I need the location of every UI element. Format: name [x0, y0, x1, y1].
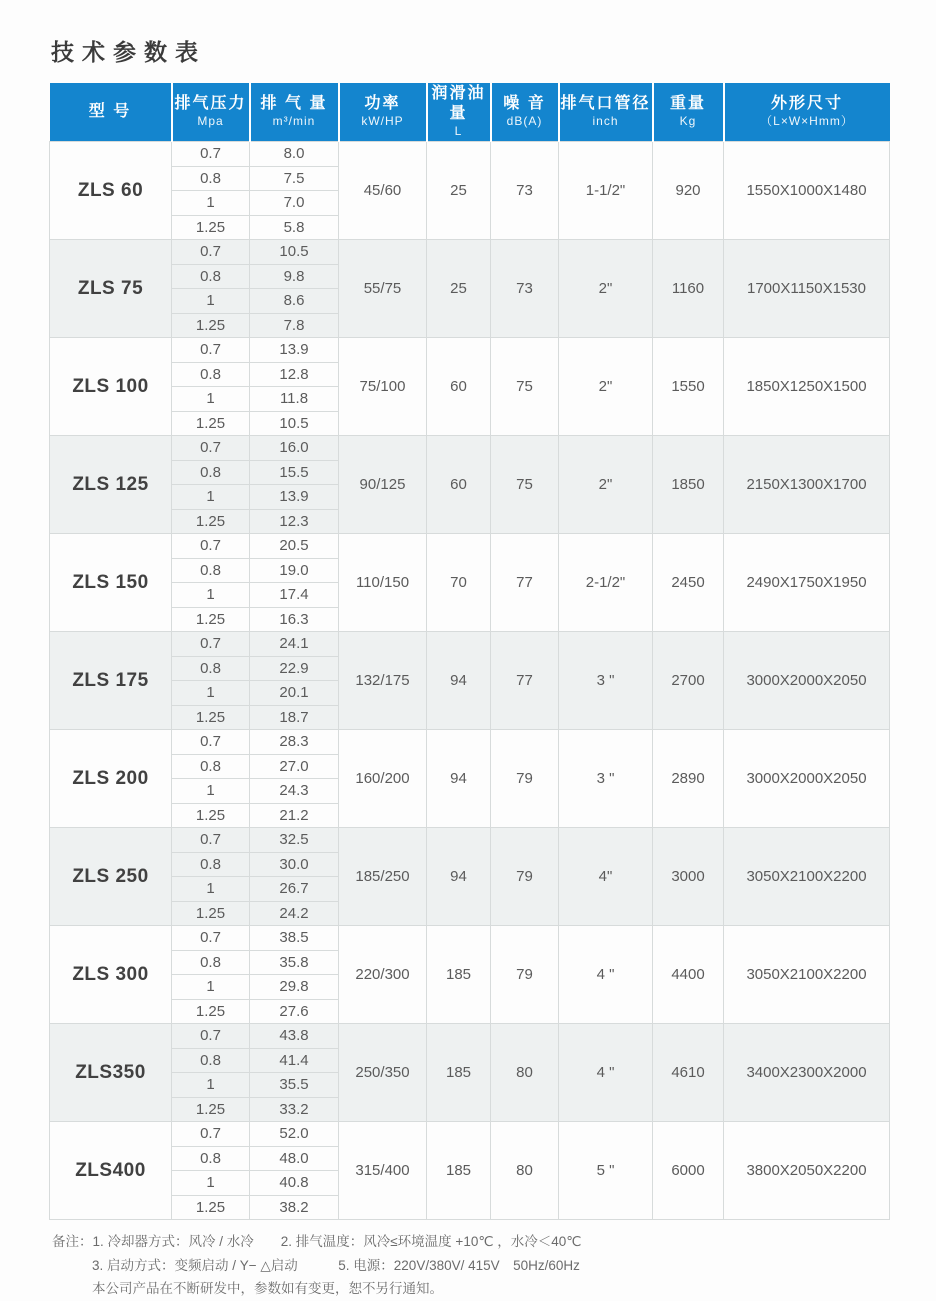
header-weight — [653, 83, 724, 142]
header-volume — [250, 83, 339, 142]
table-body — [50, 142, 890, 1220]
table-row — [50, 632, 890, 657]
header-noise-unit: dB(A) — [506, 114, 543, 129]
pipe-cell: 2" — [559, 240, 653, 338]
header-volume-label: 排 气 量 — [260, 95, 328, 113]
volume-cell: 38.2 — [250, 1195, 339, 1220]
pressure-cell: 0.7 — [172, 926, 250, 951]
weight-cell: 3000 — [653, 828, 724, 926]
weight-cell: 2700 — [653, 632, 724, 730]
header-oil — [427, 83, 491, 142]
noise-cell: 80 — [491, 1024, 559, 1122]
volume-cell: 8.0 — [250, 142, 339, 167]
pressure-cell: 0.8 — [172, 166, 250, 191]
pressure-cell: 1 — [172, 191, 250, 216]
power-cell: 55/75 — [339, 240, 427, 338]
header-pressure-label: 排气压力 — [174, 95, 247, 113]
pressure-cell: 0.8 — [172, 656, 250, 681]
table-row — [50, 240, 890, 265]
table-row — [50, 1122, 890, 1147]
header-oil-label: 润滑油量 — [431, 85, 486, 123]
volume-cell: 12.3 — [250, 509, 339, 534]
oil-cell: 94 — [427, 828, 491, 926]
model-cell: ZLS 100 — [50, 338, 172, 436]
oil-cell: 70 — [427, 534, 491, 632]
pressure-cell: 1.25 — [172, 999, 250, 1024]
pressure-cell: 1 — [172, 681, 250, 706]
power-cell: 45/60 — [339, 142, 427, 240]
pressure-cell: 0.7 — [172, 534, 250, 559]
header-dims-unit: （L×W×Hmm） — [760, 114, 854, 129]
pressure-cell: 0.8 — [172, 460, 250, 485]
pressure-cell: 0.8 — [172, 264, 250, 289]
volume-cell: 26.7 — [250, 877, 339, 902]
oil-cell: 185 — [427, 1024, 491, 1122]
pressure-cell: 0.8 — [172, 1048, 250, 1073]
volume-cell: 10.5 — [250, 240, 339, 265]
header-volume-unit: m³/min — [272, 114, 316, 129]
power-cell: 185/250 — [339, 828, 427, 926]
weight-cell: 1550 — [653, 338, 724, 436]
pressure-cell: 0.7 — [172, 828, 250, 853]
volume-cell: 11.8 — [250, 387, 339, 412]
note-line-2: 3. 启动方式：变频启动 / Y− △启动 5. 电源：220V/380V/ 415V 50Hz/60Hz — [92, 1257, 580, 1273]
pressure-cell: 1.25 — [172, 215, 250, 240]
header-dims-label: 外形尺寸 — [770, 95, 843, 113]
pressure-cell: 1.25 — [172, 509, 250, 534]
header-power — [339, 83, 427, 142]
note-line-1: 备注：1. 冷却器方式：风冷 / 水冷 2. 排气温度：风冷≤环境温度 +10℃ ，水冷＜40℃ — [52, 1234, 582, 1249]
notes — [52, 1230, 936, 1301]
volume-cell: 10.5 — [250, 411, 339, 436]
dims-cell: 1850X1250X1500 — [724, 338, 890, 436]
pressure-cell: 1.25 — [172, 901, 250, 926]
weight-cell: 920 — [653, 142, 724, 240]
oil-cell: 94 — [427, 632, 491, 730]
noise-cell: 79 — [491, 730, 559, 828]
header-model — [50, 83, 172, 142]
page-title: 技术参数表 — [51, 39, 206, 65]
volume-cell: 35.8 — [250, 950, 339, 975]
volume-cell: 16.3 — [250, 607, 339, 632]
pressure-cell: 1 — [172, 485, 250, 510]
volume-cell: 27.0 — [250, 754, 339, 779]
header-weight-label: 重量 — [669, 95, 706, 113]
weight-cell: 2450 — [653, 534, 724, 632]
volume-cell: 7.8 — [250, 313, 339, 338]
pressure-cell: 1.25 — [172, 803, 250, 828]
pipe-cell: 2" — [559, 436, 653, 534]
model-cell: ZLS 75 — [50, 240, 172, 338]
pressure-cell: 0.7 — [172, 240, 250, 265]
noise-cell: 73 — [491, 240, 559, 338]
volume-cell: 7.0 — [250, 191, 339, 216]
power-cell: 110/150 — [339, 534, 427, 632]
volume-cell: 24.1 — [250, 632, 339, 657]
pressure-cell: 0.8 — [172, 852, 250, 877]
weight-cell: 4610 — [653, 1024, 724, 1122]
pressure-cell: 0.7 — [172, 142, 250, 167]
oil-cell: 185 — [427, 1122, 491, 1220]
header-pipe-unit: inch — [592, 114, 619, 129]
pressure-cell: 0.8 — [172, 1146, 250, 1171]
table-row — [50, 1024, 890, 1049]
volume-cell: 13.9 — [250, 338, 339, 363]
pressure-cell: 1 — [172, 779, 250, 804]
header-model-label: 型 号 — [88, 103, 132, 120]
noise-cell: 77 — [491, 534, 559, 632]
pressure-cell: 0.7 — [172, 436, 250, 461]
weight-cell: 1850 — [653, 436, 724, 534]
pressure-cell: 0.7 — [172, 730, 250, 755]
volume-cell: 5.8 — [250, 215, 339, 240]
volume-cell: 52.0 — [250, 1122, 339, 1147]
noise-cell: 79 — [491, 926, 559, 1024]
volume-cell: 8.6 — [250, 289, 339, 314]
table-row — [50, 338, 890, 363]
oil-cell: 60 — [427, 338, 491, 436]
model-cell: ZLS 150 — [50, 534, 172, 632]
weight-cell: 6000 — [653, 1122, 724, 1220]
header-dims — [724, 83, 890, 142]
pipe-cell: 4" — [559, 828, 653, 926]
pressure-cell: 1 — [172, 877, 250, 902]
table-row — [50, 534, 890, 559]
table-row — [50, 436, 890, 461]
pressure-cell: 0.7 — [172, 338, 250, 363]
volume-cell: 29.8 — [250, 975, 339, 1000]
weight-cell: 1160 — [653, 240, 724, 338]
table-row — [50, 142, 890, 167]
volume-cell: 40.8 — [250, 1171, 339, 1196]
model-cell: ZLS400 — [50, 1122, 172, 1220]
volume-cell: 30.0 — [250, 852, 339, 877]
pressure-cell: 0.8 — [172, 362, 250, 387]
pipe-cell: 2" — [559, 338, 653, 436]
volume-cell: 41.4 — [250, 1048, 339, 1073]
pipe-cell: 3 " — [559, 632, 653, 730]
weight-cell: 4400 — [653, 926, 724, 1024]
model-cell: ZLS 300 — [50, 926, 172, 1024]
oil-cell: 185 — [427, 926, 491, 1024]
dims-cell: 3050X2100X2200 — [724, 828, 890, 926]
dims-cell: 3400X2300X2000 — [724, 1024, 890, 1122]
dims-cell: 2150X1300X1700 — [724, 436, 890, 534]
oil-cell: 94 — [427, 730, 491, 828]
header-pressure — [172, 83, 250, 142]
pipe-cell: 5 " — [559, 1122, 653, 1220]
model-cell: ZLS 125 — [50, 436, 172, 534]
volume-cell: 33.2 — [250, 1097, 339, 1122]
volume-cell: 48.0 — [250, 1146, 339, 1171]
pressure-cell: 0.7 — [172, 632, 250, 657]
volume-cell: 24.2 — [250, 901, 339, 926]
pressure-cell: 1.25 — [172, 1097, 250, 1122]
volume-cell: 38.5 — [250, 926, 339, 951]
volume-cell: 20.5 — [250, 534, 339, 559]
power-cell: 160/200 — [339, 730, 427, 828]
dims-cell: 3800X2050X2200 — [724, 1122, 890, 1220]
oil-cell: 25 — [427, 240, 491, 338]
model-cell: ZLS 250 — [50, 828, 172, 926]
pressure-cell: 1.25 — [172, 705, 250, 730]
volume-cell: 13.9 — [250, 485, 339, 510]
dims-cell: 3050X2100X2200 — [724, 926, 890, 1024]
pressure-cell: 1 — [172, 1171, 250, 1196]
spec-table — [49, 83, 890, 1220]
volume-cell: 9.8 — [250, 264, 339, 289]
model-cell: ZLS350 — [50, 1024, 172, 1122]
pressure-cell: 1 — [172, 387, 250, 412]
dims-cell: 1700X1150X1530 — [724, 240, 890, 338]
pipe-cell: 2-1/2" — [559, 534, 653, 632]
pipe-cell: 3 " — [559, 730, 653, 828]
volume-cell: 28.3 — [250, 730, 339, 755]
model-cell: ZLS 200 — [50, 730, 172, 828]
dims-cell: 3000X2000X2050 — [724, 730, 890, 828]
pressure-cell: 1.25 — [172, 1195, 250, 1220]
header-power-unit: kW/HP — [361, 114, 404, 129]
power-cell: 90/125 — [339, 436, 427, 534]
volume-cell: 18.7 — [250, 705, 339, 730]
volume-cell: 7.5 — [250, 166, 339, 191]
power-cell: 220/300 — [339, 926, 427, 1024]
volume-cell: 27.6 — [250, 999, 339, 1024]
pressure-cell: 0.8 — [172, 950, 250, 975]
power-cell: 315/400 — [339, 1122, 427, 1220]
pressure-cell: 1.25 — [172, 313, 250, 338]
header-pipe-label: 排气口管径 — [560, 95, 651, 113]
pressure-cell: 1 — [172, 289, 250, 314]
pressure-cell: 1.25 — [172, 411, 250, 436]
volume-cell: 19.0 — [250, 558, 339, 583]
pressure-cell: 1 — [172, 975, 250, 1000]
model-cell: ZLS 60 — [50, 142, 172, 240]
header-oil-unit: L — [454, 124, 463, 139]
volume-cell: 24.3 — [250, 779, 339, 804]
volume-cell: 43.8 — [250, 1024, 339, 1049]
pressure-cell: 0.7 — [172, 1024, 250, 1049]
note-line-3: 本公司产品在不断研发中，参数如有变更，恕不另行通知。 — [92, 1281, 443, 1297]
header-noise — [491, 83, 559, 142]
volume-cell: 16.0 — [250, 436, 339, 461]
oil-cell: 25 — [427, 142, 491, 240]
volume-cell: 17.4 — [250, 583, 339, 608]
noise-cell: 73 — [491, 142, 559, 240]
power-cell: 75/100 — [339, 338, 427, 436]
power-cell: 250/350 — [339, 1024, 427, 1122]
pipe-cell: 4 " — [559, 926, 653, 1024]
table-row — [50, 828, 890, 853]
volume-cell: 22.9 — [250, 656, 339, 681]
volume-cell: 21.2 — [250, 803, 339, 828]
model-cell: ZLS 175 — [50, 632, 172, 730]
table-row — [50, 730, 890, 755]
noise-cell: 75 — [491, 338, 559, 436]
pressure-cell: 1 — [172, 1073, 250, 1098]
pressure-cell: 1.25 — [172, 607, 250, 632]
table-row — [50, 926, 890, 951]
dims-cell: 3000X2000X2050 — [724, 632, 890, 730]
pipe-cell: 4 " — [559, 1024, 653, 1122]
weight-cell: 2890 — [653, 730, 724, 828]
pressure-cell: 0.7 — [172, 1122, 250, 1147]
volume-cell: 12.8 — [250, 362, 339, 387]
header-row — [50, 83, 890, 142]
volume-cell: 20.1 — [250, 681, 339, 706]
header-pressure-unit: Mpa — [197, 114, 224, 129]
header-power-label: 功率 — [364, 95, 401, 113]
volume-cell: 15.5 — [250, 460, 339, 485]
dims-cell: 1550X1000X1480 — [724, 142, 890, 240]
noise-cell: 79 — [491, 828, 559, 926]
header-noise-label: 噪 音 — [503, 95, 546, 113]
volume-cell: 35.5 — [250, 1073, 339, 1098]
power-cell: 132/175 — [339, 632, 427, 730]
noise-cell: 75 — [491, 436, 559, 534]
pressure-cell: 1 — [172, 583, 250, 608]
noise-cell: 77 — [491, 632, 559, 730]
header-weight-unit: Kg — [679, 114, 697, 129]
pressure-cell: 0.8 — [172, 558, 250, 583]
table-header — [50, 83, 890, 142]
pipe-cell: 1-1/2" — [559, 142, 653, 240]
dims-cell: 2490X1750X1950 — [724, 534, 890, 632]
header-pipe — [559, 83, 653, 142]
pressure-cell: 0.8 — [172, 754, 250, 779]
volume-cell: 32.5 — [250, 828, 339, 853]
oil-cell: 60 — [427, 436, 491, 534]
noise-cell: 80 — [491, 1122, 559, 1220]
